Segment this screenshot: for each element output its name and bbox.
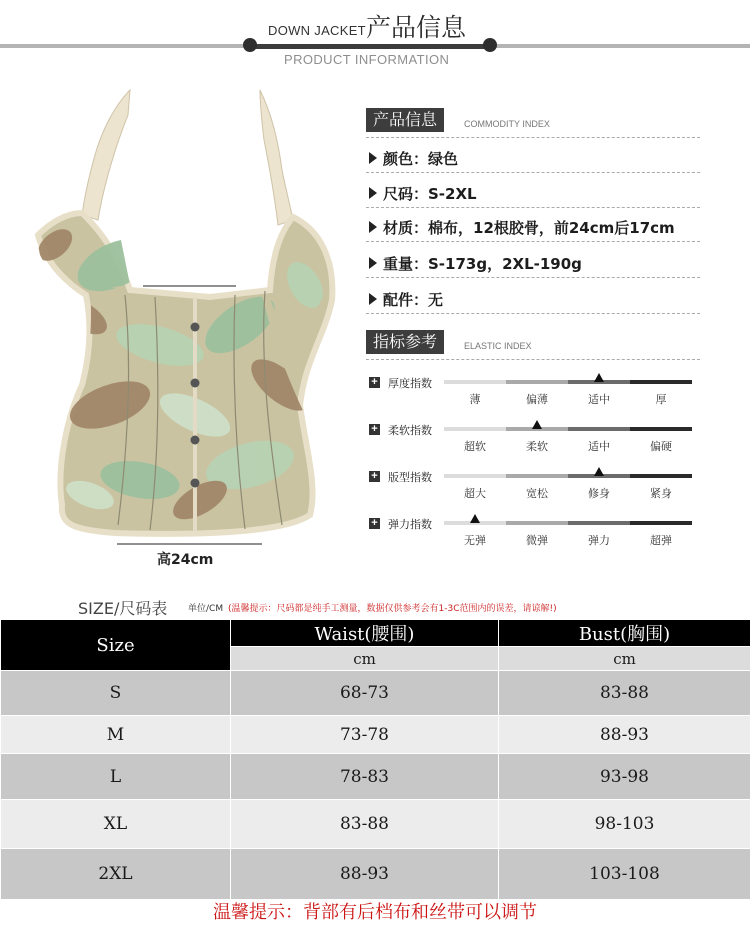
cell-size: XL: [1, 800, 231, 849]
header-waist: Waist(腰围): [231, 620, 499, 647]
scale-segment: [444, 474, 506, 478]
elastic-heading: 指标参考: [366, 330, 444, 354]
index-level-label: 紧身: [650, 487, 672, 500]
index-level-label: 超软: [464, 440, 486, 453]
right-strap: [260, 90, 293, 225]
index-scale-bar: [444, 427, 692, 431]
header-title-en: DOWN JACKET: [268, 23, 366, 38]
scale-segment: [568, 521, 630, 525]
index-level-label: 薄: [469, 393, 481, 406]
button-1: [191, 323, 200, 332]
spec-color: [366, 148, 700, 173]
scale-segment: [630, 380, 692, 384]
product-image: [20, 85, 355, 555]
height-label: 高24cm: [157, 552, 214, 568]
triangle-marker-icon: [594, 373, 604, 382]
index-scale-bar: [444, 380, 692, 384]
table-row: [1, 800, 750, 849]
cell-bust: 83-88: [499, 671, 750, 716]
index-level-label: 偏硬: [650, 440, 672, 453]
header-size: Size: [1, 620, 231, 671]
table-row: [1, 671, 750, 716]
elastic-section-header: [366, 330, 700, 360]
index-level-label: 无弹: [464, 534, 486, 547]
index-level-label: 适中: [588, 393, 610, 406]
spec-label: 重量：S-173g，2XL-190g: [383, 255, 582, 273]
size-chart-note: (温馨提示：尺码都是纯手工测量，数据仅供参考会有1-3C范围内的误差，请谅解!): [228, 604, 557, 614]
button-2: [191, 379, 200, 388]
plus-icon: +: [369, 424, 380, 435]
arrow-right-icon: [369, 187, 377, 199]
index-level-label: 偏薄: [526, 393, 548, 406]
button-3: [191, 436, 200, 445]
spec-size: [366, 183, 700, 208]
cell-waist: 88-93: [231, 849, 499, 900]
table-row: [1, 716, 750, 754]
cell-waist: 68-73: [231, 671, 499, 716]
header-waist-unit: cm: [231, 647, 499, 671]
spec-accessories: [366, 289, 700, 314]
cell-bust: 88-93: [499, 716, 750, 754]
header-dot-left: [243, 38, 257, 52]
index-level-label: 弹力: [588, 534, 610, 547]
index-name: 厚度指数: [388, 377, 432, 390]
triangle-marker-icon: [470, 514, 480, 523]
cell-bust: 103-108: [499, 849, 750, 900]
cell-bust: 98-103: [499, 800, 750, 849]
size-chart-unit: 单位/CM: [188, 604, 224, 614]
cell-waist: 73-78: [231, 716, 499, 754]
scale-segment: [630, 474, 692, 478]
cell-waist: 78-83: [231, 754, 499, 800]
spec-material: [366, 217, 700, 242]
header-bust-unit: cm: [499, 647, 750, 671]
elastic-heading-en: ELASTIC INDEX: [464, 341, 532, 351]
spec-weight: [366, 253, 700, 278]
index-level-label: 厚: [655, 393, 667, 406]
index-level-label: 微弹: [526, 534, 548, 547]
cell-size: M: [1, 716, 231, 754]
spec-label: 尺码：S-2XL: [383, 185, 477, 203]
cell-size: S: [1, 671, 231, 716]
triangle-marker-icon: [594, 467, 604, 476]
scale-segment: [568, 427, 630, 431]
scale-segment: [506, 521, 568, 525]
spec-label: 颜色：绿色: [383, 150, 459, 168]
arrow-right-icon: [369, 293, 377, 305]
scale-segment: [444, 380, 506, 384]
triangle-marker-icon: [532, 420, 542, 429]
scale-segment: [630, 427, 692, 431]
commodity-heading: 产品信息: [366, 108, 444, 132]
table-row: [1, 754, 750, 800]
cell-bust: 93-98: [499, 754, 750, 800]
cell-size: L: [1, 754, 231, 800]
header-subtitle: PRODUCT INFORMATION: [284, 52, 450, 67]
index-row: [366, 518, 700, 558]
plus-icon: +: [369, 471, 380, 482]
footer-tip: 温馨提示：背部有后档布和丝带可以调节: [213, 902, 537, 923]
cell-waist: 83-88: [231, 800, 499, 849]
index-level-label: 超大: [464, 487, 486, 500]
plus-icon: +: [369, 377, 380, 388]
button-4: [191, 479, 200, 488]
scale-segment: [630, 521, 692, 525]
index-level-label: 修身: [588, 487, 610, 500]
size-table: [0, 619, 750, 900]
header-tab-bar: [248, 44, 490, 49]
table-row: [1, 849, 750, 900]
index-name: 版型指数: [388, 471, 432, 484]
arrow-right-icon: [369, 152, 377, 164]
header-title-cn: 产品信息: [366, 13, 467, 42]
index-level-label: 宽松: [526, 487, 548, 500]
commodity-heading-en: COMMODITY INDEX: [464, 119, 550, 129]
size-chart-title: SIZE/尺码表: [78, 599, 168, 618]
scale-segment: [444, 427, 506, 431]
commodity-section-header: [366, 108, 700, 138]
index-name: 柔软指数: [388, 424, 432, 437]
index-name: 弹力指数: [388, 518, 432, 531]
index-level-label: 适中: [588, 440, 610, 453]
arrow-right-icon: [369, 221, 377, 233]
index-level-label: 超弹: [650, 534, 672, 547]
plus-icon: +: [369, 518, 380, 529]
header-bust: Bust(胸围): [499, 620, 750, 647]
index-scale-bar: [444, 474, 692, 478]
left-strap: [82, 90, 130, 220]
cell-size: 2XL: [1, 849, 231, 900]
index-level-label: 柔软: [526, 440, 548, 453]
index-row: [366, 377, 700, 417]
scale-segment: [506, 474, 568, 478]
spec-label: 材质：棉布，12根胶骨，前24cm后17cm: [383, 219, 675, 237]
index-row: [366, 471, 700, 511]
index-row: [366, 424, 700, 464]
spec-label: 配件：无: [383, 291, 444, 309]
arrow-right-icon: [369, 257, 377, 269]
scale-segment: [506, 380, 568, 384]
index-scale-bar: [444, 521, 692, 525]
header-dot-right: [483, 38, 497, 52]
